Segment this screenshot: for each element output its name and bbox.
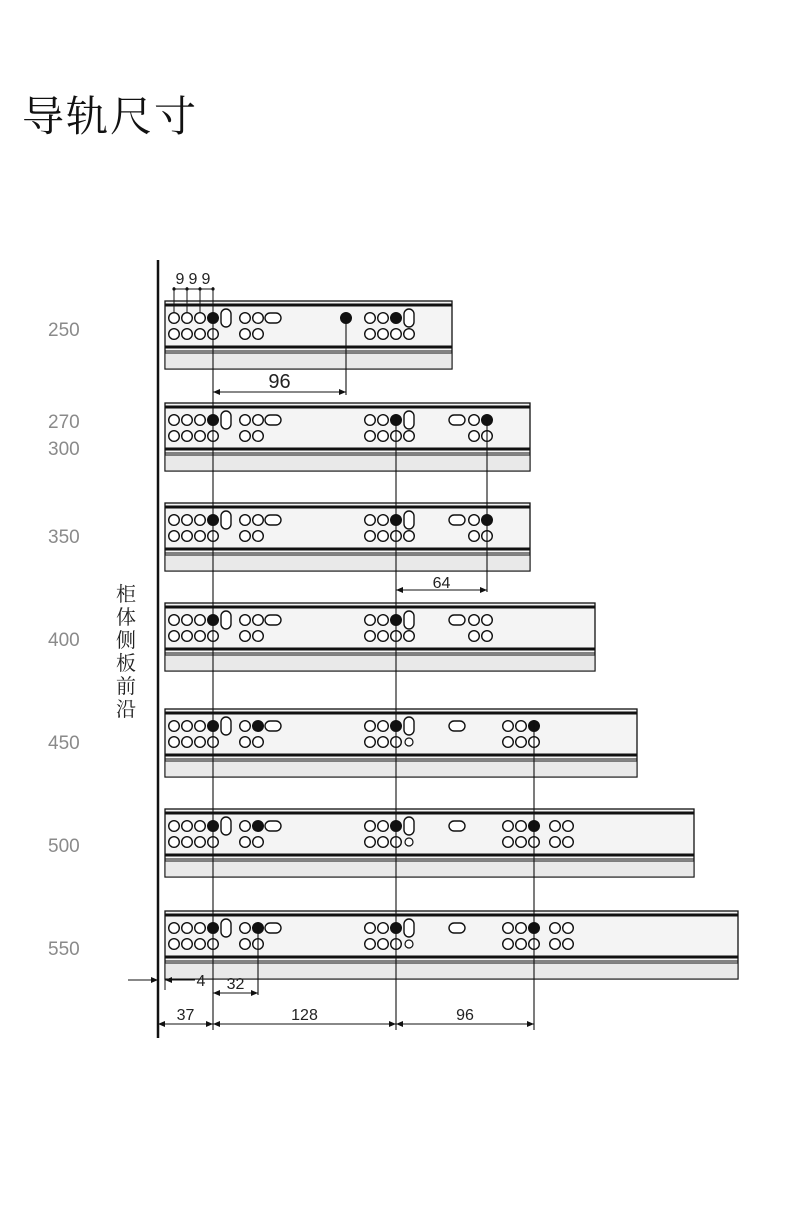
hole: [253, 515, 264, 526]
hole: [503, 721, 514, 732]
hole: [563, 939, 574, 950]
hole: [253, 329, 264, 340]
hole: [365, 837, 376, 848]
hole: [182, 531, 193, 542]
slot: [404, 817, 414, 835]
hole: [365, 615, 376, 626]
slot: [449, 923, 465, 933]
hole: [182, 737, 193, 748]
hole: [253, 631, 264, 642]
pitch-dot: [211, 287, 214, 290]
wall-label-char: 体: [116, 605, 136, 629]
hole: [195, 313, 206, 324]
slot: [404, 611, 414, 629]
dim-64-label: 64: [432, 575, 451, 592]
slot: [265, 721, 281, 731]
slot: [449, 415, 465, 425]
hole: [365, 515, 376, 526]
hole: [365, 329, 376, 340]
hole: [195, 431, 206, 442]
hole: [240, 515, 251, 526]
hole: [182, 721, 193, 732]
dim-4-label: 4: [196, 973, 206, 990]
hole: [365, 313, 376, 324]
slot: [221, 511, 231, 529]
dim-96-top-arrow-right: [339, 389, 346, 395]
hole-filled: [391, 313, 402, 324]
dim-64-arrow-left: [396, 587, 403, 593]
slot: [265, 415, 281, 425]
page-title: 导轨尺寸: [22, 92, 199, 141]
hole: [378, 923, 389, 934]
dim-96-bottom-arrow-right: [527, 1021, 534, 1027]
hole: [240, 431, 251, 442]
slot: [404, 511, 414, 529]
rail-lower-strip: [165, 555, 530, 571]
rail-lower-strip: [165, 963, 738, 979]
hole: [240, 923, 251, 934]
hole: [169, 329, 180, 340]
rail-lower-strip: [165, 861, 694, 877]
hole: [516, 821, 527, 832]
dim-32-arrow-left: [213, 990, 220, 996]
slot: [404, 717, 414, 735]
hole: [240, 531, 251, 542]
dim-96-top-arrow-left: [213, 389, 220, 395]
hole: [169, 615, 180, 626]
hole: [378, 313, 389, 324]
hole: [253, 721, 264, 732]
rail-0: [165, 301, 452, 369]
rail-3: [165, 603, 595, 671]
hole: [563, 837, 574, 848]
rail-5: [165, 809, 694, 877]
hole: [469, 631, 480, 642]
rail-1: [165, 403, 530, 471]
hole: [365, 721, 376, 732]
hole: [503, 837, 514, 848]
hole: [550, 939, 561, 950]
slot: [221, 717, 231, 735]
slot: [449, 721, 465, 731]
hole: [195, 721, 206, 732]
hole: [195, 923, 206, 934]
hole: [503, 939, 514, 950]
hole: [195, 939, 206, 950]
slot: [221, 309, 231, 327]
hole: [240, 939, 251, 950]
hole: [469, 415, 480, 426]
size-label-350: 350: [48, 527, 80, 548]
rail-lower-strip: [165, 455, 530, 471]
wall-label-char: 板: [116, 651, 136, 675]
slot: [449, 821, 465, 831]
hole: [404, 329, 415, 340]
size-label-400: 400: [48, 630, 80, 651]
hole: [182, 415, 193, 426]
hole: [469, 531, 480, 542]
hole: [182, 615, 193, 626]
hole: [169, 531, 180, 542]
slot: [449, 615, 465, 625]
pitch-label: 9: [201, 271, 211, 288]
pitch-label: 9: [188, 271, 198, 288]
slot: [265, 821, 281, 831]
hole: [253, 615, 264, 626]
slot: [221, 919, 231, 937]
hole: [240, 821, 251, 832]
hole: [365, 821, 376, 832]
dim-37-label: 37: [176, 1007, 195, 1024]
hole: [195, 615, 206, 626]
dim-64-arrow-right: [480, 587, 487, 593]
rails-group: [165, 301, 738, 979]
hole-small: [405, 738, 413, 746]
hole: [404, 431, 415, 442]
slot: [221, 817, 231, 835]
slot: [265, 515, 281, 525]
dim-96-bottom-label: 96: [456, 1007, 474, 1024]
rail-lower-strip: [165, 761, 637, 777]
hole: [195, 737, 206, 748]
hole: [503, 737, 514, 748]
hole: [253, 531, 264, 542]
hole: [182, 837, 193, 848]
slot: [265, 615, 281, 625]
hole: [253, 431, 264, 442]
hole: [469, 615, 480, 626]
slot: [404, 411, 414, 429]
wall-label-char: 柜: [116, 582, 136, 606]
size-label-550: 550: [48, 939, 80, 960]
hole: [378, 415, 389, 426]
dim-37-arrow-right: [206, 1021, 213, 1027]
hole-small: [405, 838, 413, 846]
wall-label-char: 沿: [116, 697, 136, 721]
hole: [365, 923, 376, 934]
dim-96-bottom-arrow-left: [396, 1021, 403, 1027]
size-label-300: 300: [48, 439, 80, 460]
hole: [378, 615, 389, 626]
hole: [378, 515, 389, 526]
hole: [169, 313, 180, 324]
hole: [169, 415, 180, 426]
size-label-450: 450: [48, 733, 80, 754]
hole: [378, 531, 389, 542]
hole: [182, 821, 193, 832]
hole: [240, 721, 251, 732]
hole: [404, 631, 415, 642]
hole: [240, 737, 251, 748]
hole: [195, 631, 206, 642]
hole: [182, 923, 193, 934]
dim-128-arrow-left: [213, 1021, 220, 1027]
hole: [240, 615, 251, 626]
dim-128-label: 128: [291, 1007, 318, 1024]
dim-96-top-label: 96: [268, 371, 291, 393]
hole: [182, 313, 193, 324]
dim-32-arrow-right: [251, 990, 258, 996]
hole: [563, 923, 574, 934]
hole: [195, 329, 206, 340]
rail-6: [165, 911, 738, 979]
slot: [221, 411, 231, 429]
hole: [240, 837, 251, 848]
hole: [253, 313, 264, 324]
rail-lower-strip: [165, 353, 452, 369]
hole: [482, 631, 493, 642]
hole: [169, 631, 180, 642]
hole: [516, 721, 527, 732]
hole: [378, 329, 389, 340]
hole: [550, 923, 561, 934]
hole: [378, 431, 389, 442]
hole: [195, 837, 206, 848]
hole: [169, 923, 180, 934]
rail-4: [165, 709, 637, 777]
hole: [503, 923, 514, 934]
hole: [240, 415, 251, 426]
hole: [253, 415, 264, 426]
hole: [404, 531, 415, 542]
hole: [169, 515, 180, 526]
wall-label-char: 侧: [116, 628, 136, 652]
hole: [182, 329, 193, 340]
hole: [378, 737, 389, 748]
hole: [503, 821, 514, 832]
hole: [365, 415, 376, 426]
slot: [265, 923, 281, 933]
size-label-250: 250: [48, 320, 80, 341]
hole: [240, 313, 251, 324]
hole: [169, 939, 180, 950]
hole: [378, 821, 389, 832]
hole: [169, 837, 180, 848]
hole: [365, 431, 376, 442]
slot: [404, 309, 414, 327]
hole: [253, 837, 264, 848]
hole: [365, 631, 376, 642]
hole-small: [405, 940, 413, 948]
hole: [391, 329, 402, 340]
hole: [378, 939, 389, 950]
dim-128-arrow-right: [389, 1021, 396, 1027]
hole: [469, 515, 480, 526]
size-label-270: 270: [48, 412, 80, 433]
hole: [378, 837, 389, 848]
hole: [516, 923, 527, 934]
hole: [516, 837, 527, 848]
hole: [195, 531, 206, 542]
hole: [365, 531, 376, 542]
hole: [169, 737, 180, 748]
hole: [182, 431, 193, 442]
hole-far: [482, 615, 493, 626]
hole: [169, 721, 180, 732]
rail-lower-strip: [165, 655, 595, 671]
dim-32-label: 32: [226, 976, 245, 993]
slot: [265, 313, 281, 323]
hole: [253, 821, 264, 832]
rail-2: [165, 503, 530, 571]
hole: [516, 939, 527, 950]
hole: [240, 329, 251, 340]
wall-label: [116, 582, 136, 721]
wall-label-char: 前: [116, 674, 136, 698]
hole: [378, 721, 389, 732]
hole: [550, 821, 561, 832]
hole: [469, 431, 480, 442]
hole: [182, 939, 193, 950]
hole: [378, 631, 389, 642]
slot: [404, 919, 414, 937]
hole: [182, 515, 193, 526]
hole: [516, 737, 527, 748]
size-label-500: 500: [48, 836, 80, 857]
hole: [182, 631, 193, 642]
hole: [195, 415, 206, 426]
slot: [449, 515, 465, 525]
hole: [365, 737, 376, 748]
hole: [169, 821, 180, 832]
hole: [169, 431, 180, 442]
pitch-label: 9: [175, 271, 185, 288]
slot: [221, 611, 231, 629]
hole: [195, 515, 206, 526]
hole: [365, 939, 376, 950]
hole: [550, 837, 561, 848]
hole: [240, 631, 251, 642]
hole: [195, 821, 206, 832]
hole: [563, 821, 574, 832]
hole: [253, 737, 264, 748]
